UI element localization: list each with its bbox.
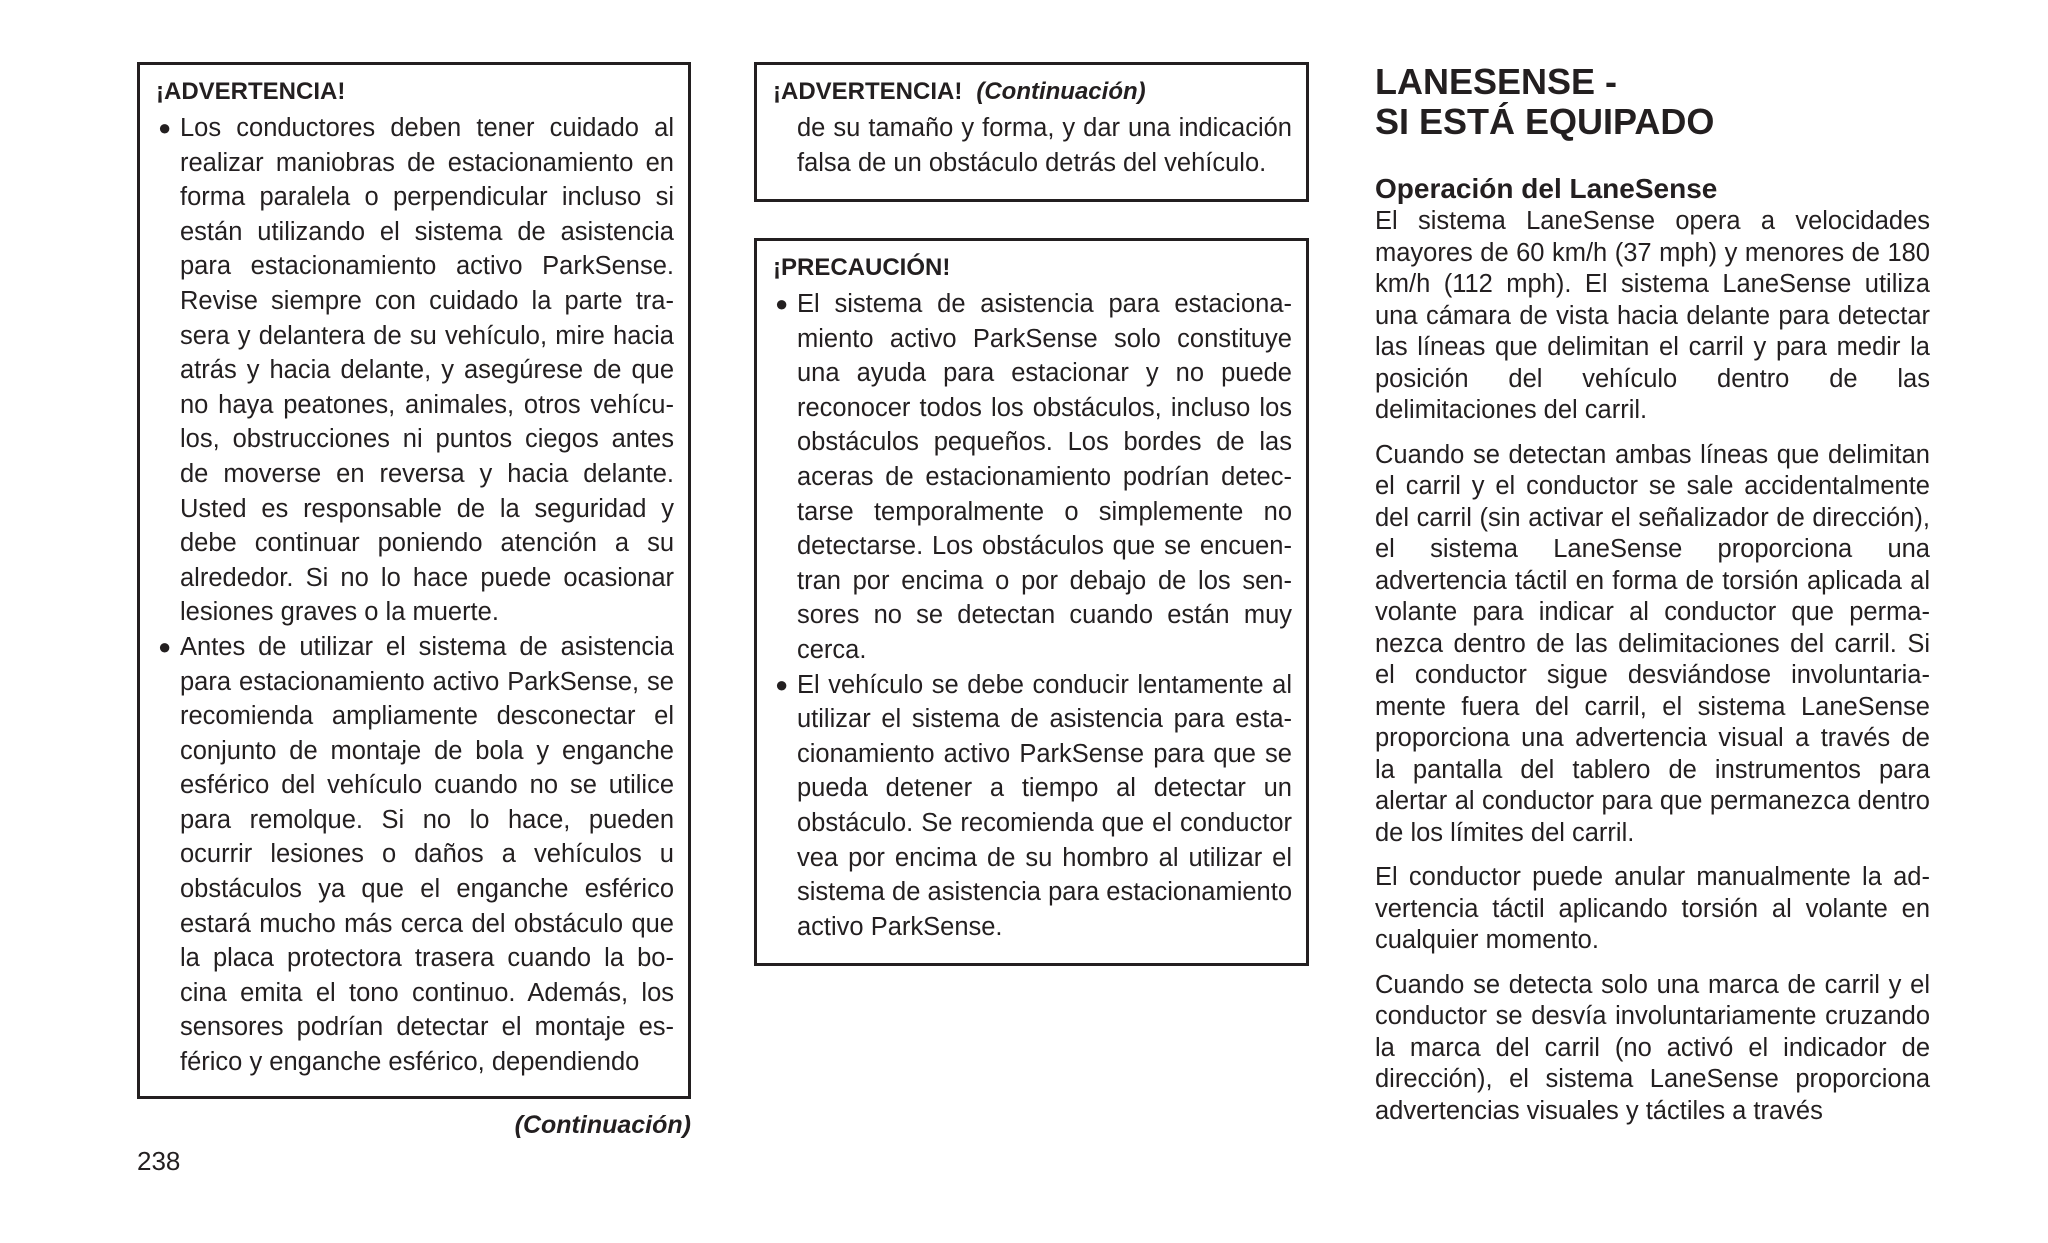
section-title-line1: LANESENSE -	[1375, 61, 1618, 102]
caution-bullet-item	[773, 668, 1292, 945]
page-number: 238	[137, 1146, 181, 1176]
warning-box	[137, 62, 691, 1099]
body-paragraph: El sistema LaneSense opera a velocidades mayores de 60 km/h (37 mph) y menores de 180 km/h (112 mph). El sistema LaneSense utiliza una cámara de vista hacia delante para detectar las líneas que delimitan el carril y para medir la posición del vehículo dentro de las delimitaciones del carril.	[1375, 207, 1930, 424]
warning-continued-suffix: (Continuación)	[976, 78, 1146, 105]
warning-bullet-item	[156, 111, 674, 630]
warning-continued-box	[754, 62, 1309, 202]
bullet-icon: ●	[158, 633, 172, 659]
warning-bullet-item	[156, 630, 674, 1080]
section-title	[1375, 62, 1930, 142]
section-title-line2: SI ESTÁ EQUIPADO	[1375, 101, 1715, 142]
subsection-title: Operación del LaneSense	[1375, 173, 1718, 204]
continued-label: (Continuación)	[514, 1111, 691, 1139]
warning-continued-title	[773, 75, 1292, 109]
warning-bullet-text: Antes de utilizar el sistema de asistencia para estacionamiento activo ParkSense, se recomienda ampliamente desconectar el conjunto de montaje de bola y enganche esférico del vehículo cuando no se utilice para remolque. Si no lo hace, pueden ocurrir lesiones o daños a vehículos u obstáculos ya que el enganche esférico estará mucho más cerca del obstáculo que la placa protectora trasera cuando la bocina emita el tono continuo. Además, los sensores podrían detectar el montaje esférico y enganche esférico, dependiendo	[180, 632, 674, 1077]
caution-bullet-text: El sistema de asistencia para estacionamiento activo ParkSense solo constituye una ayuda para estacionar y no puede reconocer todos los obstáculos, incluso los obstáculos pequeños. Los bordes de las aceras de estacionamiento podrían detectarse temporalmente o simplemente no detectarse. Los obstáculos que se encuentran por encima o por debajo de los sensores no se detectan cuando están muy cerca.	[797, 290, 1292, 664]
body-paragraph: Cuando se detectan ambas líneas que delimitan el carril y el conductor se sale accidentalmente del carril (sin activar el señalizador de dirección), el sistema LaneSense proporciona una advertencia táctil en forma de torsión aplicada al volante para indicar al conductor que permanezca dentro de las delimitaciones del carril. Si el conductor sigue desviándose involuntariamente fuera del carril, el sistema LaneSense proporciona una advertencia visual a través de la pantalla del tablero de instrumentos para alertar al conductor para que permanezca dentro de los límites del carril.	[1375, 440, 1930, 847]
left-column	[137, 62, 691, 1140]
bullet-icon: ●	[158, 115, 172, 140]
caution-bullet-list	[773, 287, 1292, 944]
caution-bullet-text: El vehículo se debe conducir lentamente al utilizar el sistema de asistencia para estacionamiento activo ParkSense para que se pueda detener a tiempo al detectar un obstáculo. Se recomienda que el conductor vea por encima de su hombro al utilizar el sistema de asistencia para estacionamiento activo ParkSense.	[797, 670, 1292, 941]
warning-continued-text: de su tamaño y forma, y dar una indicación falsa de un obstáculo detrás del vehículo.	[797, 114, 1292, 177]
warning-bullet-list	[156, 111, 674, 1080]
bullet-icon: ●	[775, 291, 789, 316]
caution-bullet-item	[773, 287, 1292, 668]
bullet-icon: ●	[775, 671, 789, 697]
warning-bullet-text: Los conductores deben tener cuidado al realizar maniobras de estacionamiento en forma paralela o perpendicular incluso si están utilizando el sistema de asistencia para estacionamiento activo ParkSense. Revise siempre con cuidado la parte trasera y delantera de su vehículo, mire hacia atrás y hacia delante, y asegúrese de que no haya peatones, animales, otros vehículos, obstrucciones ni puntos ciegos antes de moverse en reversa y hacia delante. Usted es responsable de la seguridad y debe continuar poniendo atención a su alrededor. Si no lo hace puede ocasionar lesiones graves o la muerte.	[180, 114, 674, 627]
warning-continued-title-text: ¡ADVERTENCIA!	[773, 78, 963, 105]
caution-box	[754, 238, 1309, 966]
warning-title: ¡ADVERTENCIA!	[156, 78, 346, 105]
body-paragraph: El conductor puede anular manualmente la advertencia táctil aplicando torsión al volante en cualquier momento.	[1375, 863, 1930, 954]
middle-column	[754, 62, 1309, 966]
caution-title: ¡PRECAUCIÓN!	[773, 254, 951, 281]
right-column	[1375, 62, 1930, 1140]
body-paragraph: Cuando se detecta solo una marca de carril y el conductor se desvía involuntariamente cruzando la marca del carril (no activó el indicador de dirección), el sistema LaneSense proporciona advertencias visuales y táctiles a través	[1375, 970, 1930, 1125]
